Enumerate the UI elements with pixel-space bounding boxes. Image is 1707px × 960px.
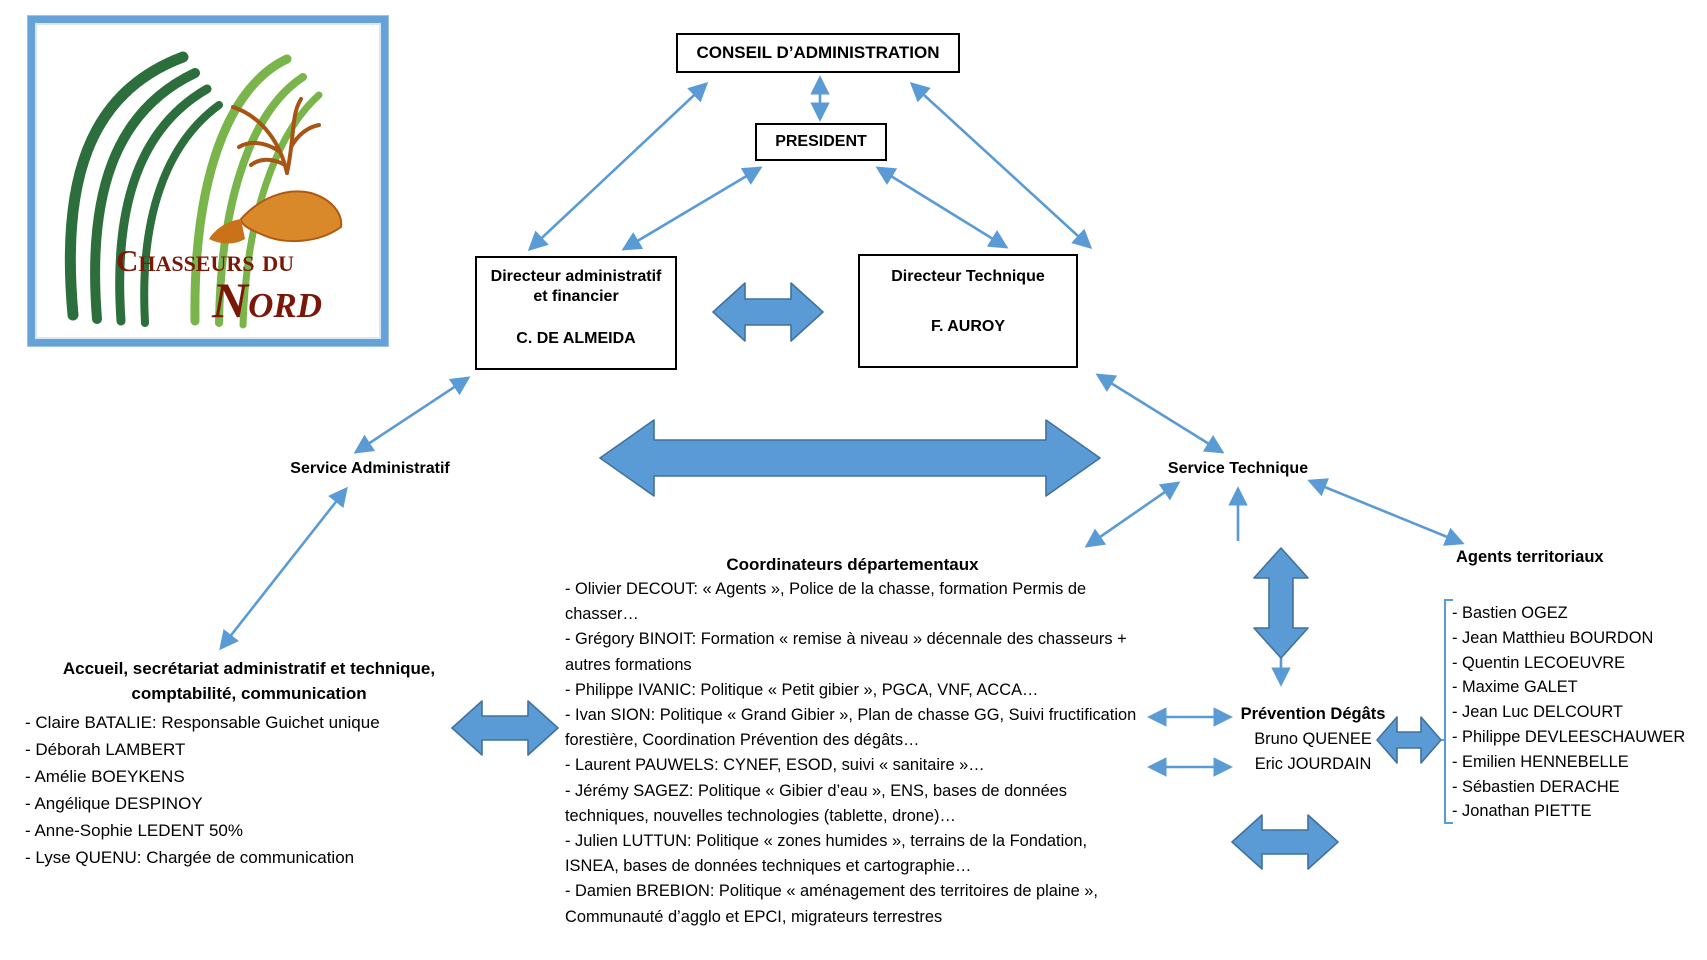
- list-item: - Philippe DEVLEESCHAUWER: [1452, 727, 1686, 746]
- list-item: - Sébastien DERACHE: [1452, 777, 1620, 796]
- conseil-administration-box: [676, 33, 960, 73]
- president-label: PRESIDENT: [775, 133, 867, 150]
- service-technique-label: Service Technique: [1167, 460, 1309, 477]
- list-item: - Emilien HENNEBELLE: [1452, 752, 1629, 771]
- arrow-president-dirtech: [878, 168, 1006, 247]
- dir-admin-title-line1: Directeur administratif: [490, 268, 662, 285]
- agents-title: Agents territoriaux: [1456, 548, 1604, 566]
- accueil-title-line1: Accueil, secrétariat administratif et technique,: [62, 659, 436, 678]
- dir-tech-title: Directeur Technique: [891, 268, 1045, 285]
- list-item: - Damien BREBION: Politique « aménagement des territoires de plaine », Communauté d’agglo et EPCI, migrateurs terrestres: [565, 882, 1098, 926]
- list-item: - Julien LUTTUN: Politique « zones humides », terrains de la Fondation, ISNEA, bases de données techniques et cartographie…: [565, 832, 1088, 876]
- president-box: [755, 123, 887, 161]
- block-arrow-servicetech-prevention: [1254, 548, 1308, 658]
- list-item: - Philippe IVANIC: Politique « Petit gibier », PGCA, VNF, ACCA…: [565, 680, 1039, 699]
- accueil-title: [25, 656, 473, 706]
- block-arrow-directors: [713, 283, 823, 341]
- dir-admin-title-line2: et financier: [533, 288, 619, 305]
- list-item: - Olivier DECOUT: « Agents », Police de la chasse, formation Permis de chasser…: [565, 580, 1087, 624]
- logo-chasseurs-du-nord: [28, 16, 388, 346]
- prevention-member: Bruno QUENEE: [1254, 730, 1372, 748]
- list-item: - Anne-Sophie LEDENT 50%: [25, 821, 243, 840]
- list-item: - Maxime GALET: [1452, 678, 1578, 697]
- arrow-conseil-dirtech: [912, 84, 1090, 247]
- block-arrow-services: [600, 420, 1100, 496]
- list-item: - Quentin LECOEUVRE: [1452, 653, 1626, 672]
- directeur-technique-box: [858, 254, 1078, 368]
- arrow-diradmin-serviceadmin: [356, 378, 468, 452]
- arrow-servicetech-coordinateurs: [1087, 483, 1178, 546]
- dir-admin-name: C. DE ALMEIDA: [516, 330, 636, 347]
- logo-graphic: [35, 23, 381, 339]
- list-item: - Grégory BINOIT: Formation « remise à niveau » décennale des chasseurs + autres formations: [565, 630, 1127, 674]
- dir-tech-name: F. AUROY: [930, 318, 1006, 335]
- list-item: - Ivan SION: Politique « Grand Gibier », Plan de chasse GG, Suivi fructification forestière, Coordination Prévention des dégâts…: [565, 706, 1137, 750]
- accueil-members: [25, 709, 473, 871]
- list-item: - Jonathan PIETTE: [1452, 802, 1592, 821]
- prevention-title: Prévention Dégâts: [1240, 705, 1386, 723]
- coordinateurs-members: [565, 577, 1140, 930]
- directeur-administratif-box: [475, 256, 677, 370]
- arrow-president-diradmin: [624, 168, 760, 249]
- logo-text-line1: Chasseurs du: [115, 243, 295, 278]
- accueil-section: [25, 656, 473, 871]
- prevention-member: Eric JOURDAIN: [1254, 755, 1372, 773]
- list-item: - Laurent PAUWELS: CYNEF, ESOD, suivi « sanitaire »…: [565, 756, 985, 775]
- arrow-servicetech-agents: [1310, 481, 1462, 543]
- block-arrow-bottom-right: [1232, 815, 1338, 869]
- list-item: - Jean Luc DELCOURT: [1452, 703, 1623, 722]
- coordinateurs-title: Coordinateurs départementaux: [726, 555, 979, 574]
- accueil-title-line2: comptabilité, communication: [131, 684, 367, 703]
- list-item: - Bastien OGEZ: [1452, 604, 1568, 622]
- list-item: - Jérémy SAGEZ: Politique « Gibier d’eau », ENS, bases de données techniques, nouvelles technologies (tablette, drone)…: [565, 781, 1067, 825]
- service-administratif-label: Service Administratif: [290, 460, 450, 477]
- agents-members: [1452, 601, 1702, 824]
- logo-text-line2: Nord: [211, 272, 323, 328]
- list-item: - Amélie BOEYKENS: [25, 767, 185, 786]
- arrow-conseil-diradmin: [530, 84, 706, 249]
- arrow-dirtech-servicetech: [1098, 375, 1222, 452]
- conseil-administration-label: CONSEIL D’ADMINISTRATION: [696, 43, 940, 62]
- list-item: - Claire BATALIE: Responsable Guichet unique: [25, 713, 380, 732]
- prevention-section: [1236, 702, 1390, 777]
- list-item: - Angélique DESPINOY: [25, 794, 203, 813]
- list-item: - Jean Matthieu BOURDON: [1452, 628, 1654, 647]
- arrow-serviceadmin-accueil: [221, 489, 346, 648]
- list-item: - Lyse QUENU: Chargée de communication: [25, 848, 355, 867]
- list-item: - Déborah LAMBERT: [25, 740, 186, 759]
- coordinateurs-section: [565, 553, 1140, 930]
